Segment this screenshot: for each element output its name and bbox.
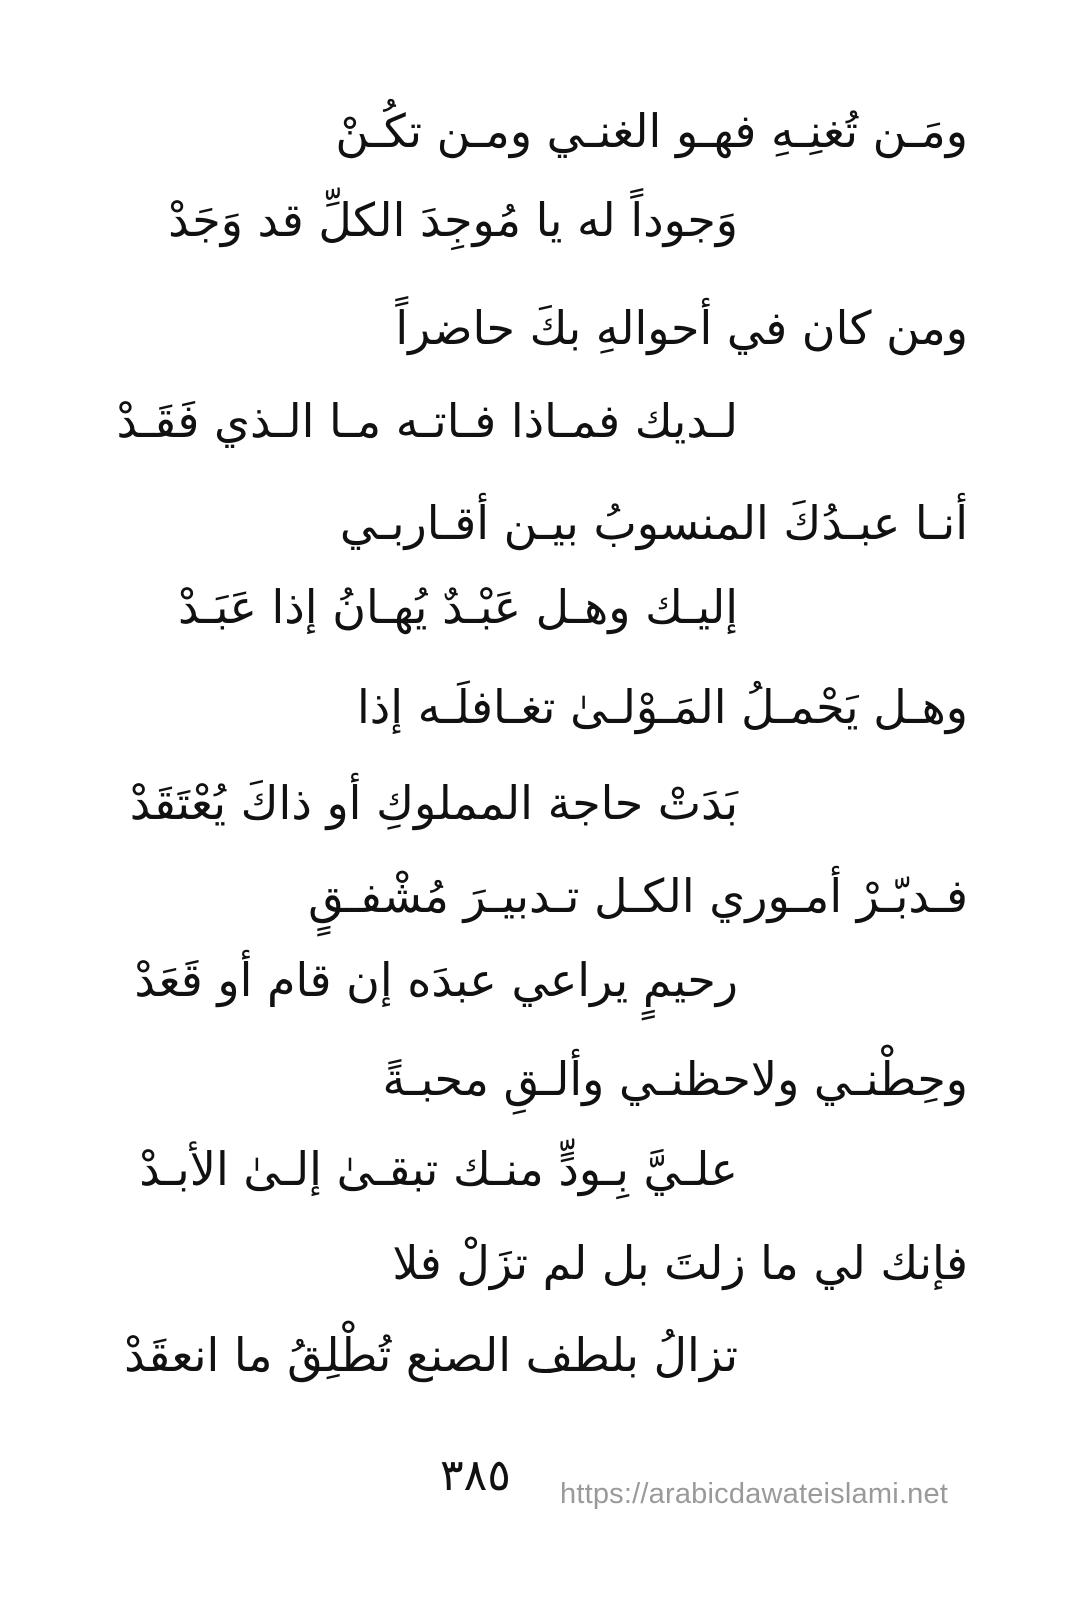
poem-line-10: رحيمٍ يراعي عبدَه إن قام أو قَعَدْ [134,953,738,1007]
watermark-url: https://arabicdawateislami.net [560,1478,949,1510]
page-number: ٣٨٥ [440,1450,511,1501]
poem-line-8: بَدَتْ حاجة المملوكِ أو ذاكَ يُعْتَقَدْ [129,776,738,830]
poem-line-13: فإنك لي ما زلتَ بل لم تزَلْ فلا [392,1236,968,1290]
poem-line-7: وهـل يَحْمـلُ المَـوْلـىٰ تغـافلَـه إذا [356,680,968,734]
poem-line-12: علـيَّ بِـودٍّ منـك تبقـىٰ إلـىٰ الأبـدْ [139,1142,738,1196]
poem-line-1: ومَـن تُغنِـهِ فهـو الغنـي ومـن تكُـنْ [335,104,968,158]
poem-line-3: ومن كان في أحوالهِ بكَ حاضراً [395,301,968,355]
poem-line-4: لـديك فمـاذا فـاتـه مـا الـذي فَقَـدْ [116,394,738,448]
poem-line-9: فـدبّـرْ أمـوري الكـل تـدبيـرَ مُشْفـقٍ [308,869,968,923]
poem-line-11: وحِطْنـي ولاحظنـي وألـقِ محبـةً [382,1052,968,1106]
poem-line-6: إليـك وهـل عَبْـدٌ يُهـانُ إذا عَبَـدْ [177,580,738,634]
poem-line-14: تزالُ بلطف الصنع تُطْلِقُ ما انعقَدْ [124,1328,738,1382]
poem-line-5: أنـا عبـدُكَ المنسوبُ بيـن أقـاربـي [339,496,968,550]
poem-line-2: وَجوداً له يا مُوجِدَ الكلِّ قد وَجَدْ [168,193,738,247]
